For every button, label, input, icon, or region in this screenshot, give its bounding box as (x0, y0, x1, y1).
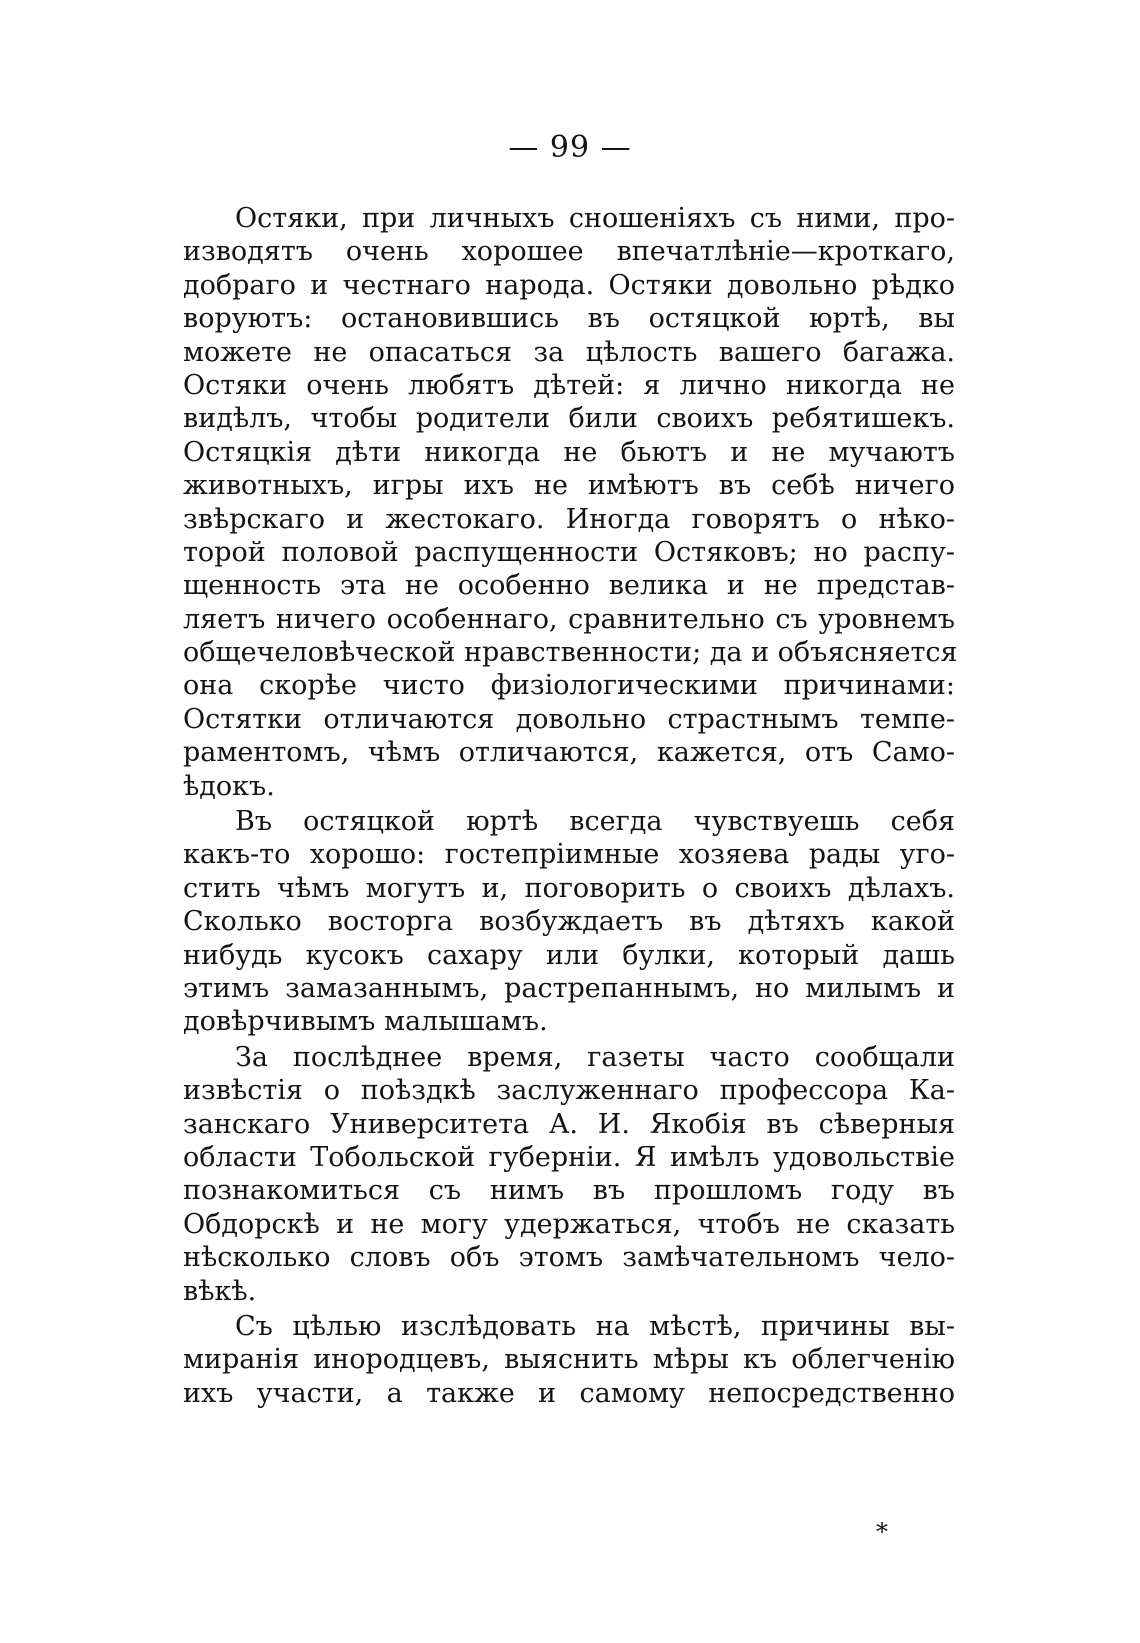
text-line: животныхъ, игры ихъ не имѣютъ въ себѣ ничего (183, 470, 955, 502)
text-line: Остяки, при личныхъ сношеніяхъ съ ними, про- (235, 203, 955, 234)
text-line: раментомъ, чѣмъ отличаются, кажется, отъ Само- (183, 737, 955, 769)
text-line: Остятки отличаются довольно страстнымъ темпе- (183, 703, 955, 735)
text-line: занскаго Университета А. И. Якобія въ сѣверныя (183, 1108, 955, 1140)
text-line: нибудь кусокъ сахару или булки, который дашь (183, 939, 955, 971)
text-line: довѣрчивымъ малышамъ. (183, 1006, 548, 1038)
text-line: видѣлъ, чтобы родители били своихъ ребятишекъ. (183, 403, 955, 435)
text-line: области Тобольской губерніи. Я имѣлъ удовольствіе (183, 1141, 955, 1173)
text-line: добраго и честнаго народа. Остяки довольно рѣдко (183, 269, 955, 301)
text-line: общечеловѣческой нравственности; да и объясняется (183, 637, 958, 669)
body-text (183, 202, 958, 1410)
text-line: Обдорскѣ и не могу удержаться, чтобъ не сказать (183, 1208, 955, 1240)
text-line: ѣдокъ. (183, 770, 275, 802)
text-line: стить чѣмъ могутъ и, поговорить о своихъ дѣлахъ. (183, 872, 955, 904)
text-line: нѣсколько словъ объ этомъ замѣчательномъ чело- (183, 1242, 955, 1274)
text-line: вѣкѣ. (183, 1275, 257, 1307)
text-line: миранія инородцевъ, выяснить мѣры къ облегченію (183, 1344, 955, 1376)
text-line: Сколько восторга возбуждаетъ въ дѣтяхъ какой (183, 906, 955, 938)
signature-mark: * (876, 1518, 888, 1546)
text-line: извѣстія о поѣздкѣ заслуженнаго профессора Ка- (183, 1075, 955, 1107)
page-number: — 99 — (508, 130, 632, 165)
text-line: Съ цѣлью изслѣдовать на мѣстѣ, причины вы- (235, 1310, 955, 1342)
text-line: познакомиться съ нимъ въ прошломъ году въ (183, 1175, 955, 1207)
text-line: воруютъ: остановившись въ остяцкой юртѣ, вы (183, 303, 955, 335)
text-line: этимъ замазаннымъ, растрепаннымъ, но милымъ и (183, 972, 955, 1004)
text-line: Остяцкія дѣти никогда не бьютъ и не мучаютъ (183, 436, 955, 468)
text-line: щенность эта не особенно велика и не представ- (183, 570, 955, 602)
text-line: торой половой распущенности Остяковъ; но распу- (183, 536, 955, 568)
text-line: За послѣднее время, газеты часто сообщали (235, 1041, 955, 1073)
text-line: звѣрскаго и жестокаго. Иногда говорятъ о нѣко- (183, 503, 955, 535)
text-line: Въ остяцкой юртѣ всегда чувствуешь себя (235, 806, 955, 838)
text-line: она скорѣе чисто физіологическими причинами: (183, 670, 955, 702)
text-line: какъ-то хорошо: гостепріимные хозяева рады уго- (183, 839, 955, 871)
text-line: изводятъ очень хорошее впечатлѣніе—кроткаго, (183, 236, 955, 268)
text-line: можете не опасаться за цѣлость вашего багажа. (183, 336, 955, 368)
text-line: Остяки очень любятъ дѣтей: я лично никогда не (183, 369, 955, 401)
text-line: ихъ участи, а также и самому непосредственно (183, 1377, 955, 1409)
text-line: ляетъ ничего особеннаго, сравнительно съ уровнемъ (183, 603, 955, 635)
